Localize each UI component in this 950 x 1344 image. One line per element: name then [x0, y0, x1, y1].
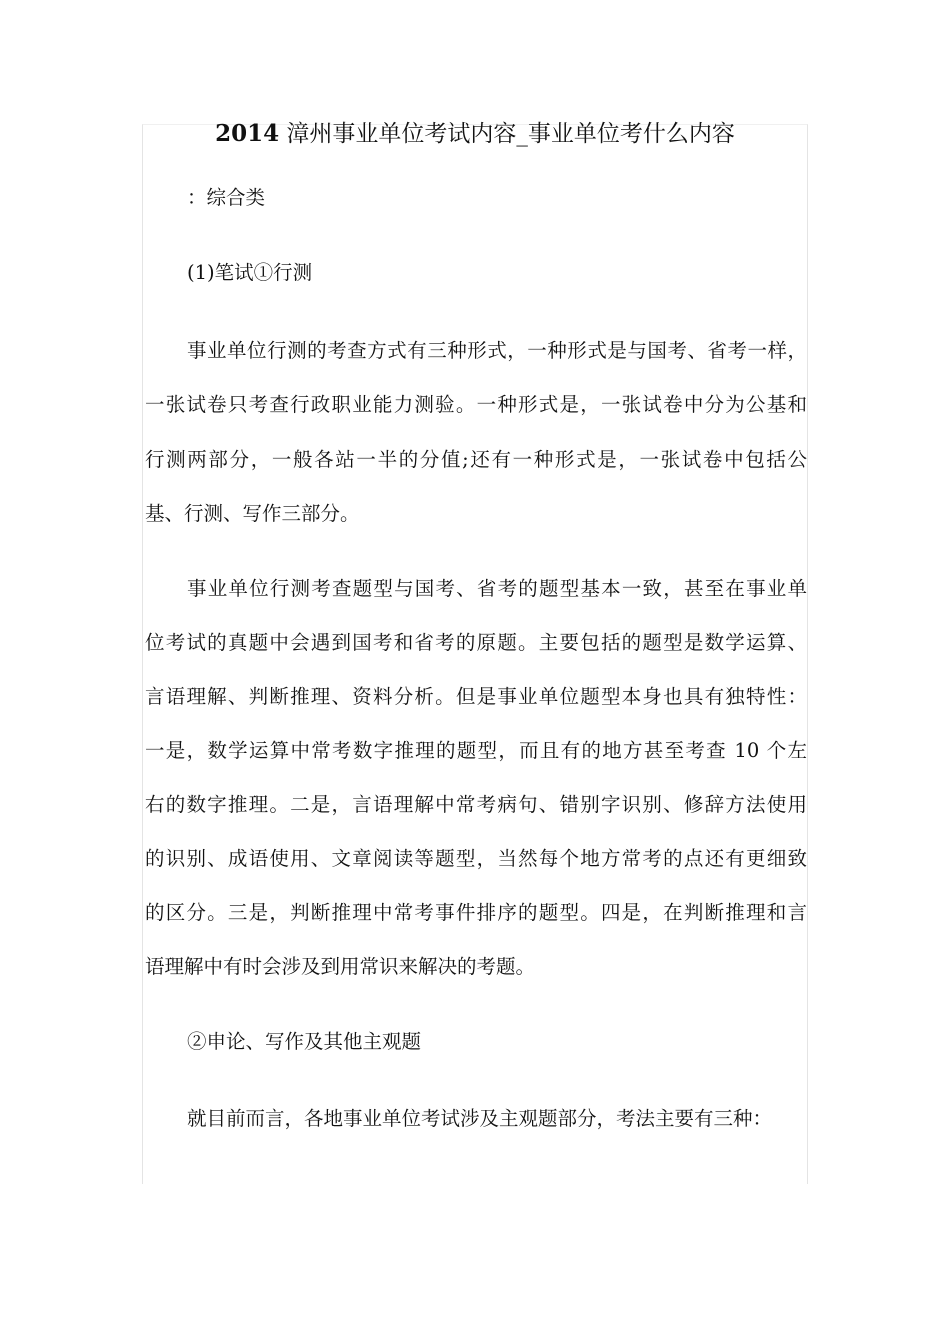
paragraph-line: 的区分。三是，判断推理中常考事件排序的题型。四是，在判断推理和言	[145, 901, 807, 924]
paragraph-line: 事业单位行测的考查方式有三种形式，一种形式是与国考、省考一样，	[187, 339, 807, 362]
title-year: 2014	[215, 120, 280, 147]
section-heading-written-test: (1)笔试①行测	[187, 261, 313, 284]
paragraph-line: 位考试的真题中会遇到国考和省考的原题。主要包括的题型是数学运算、	[145, 631, 807, 654]
paragraph-line: 右的数字推理。二是，言语理解中常考病句、错别字识别、修辞方法使用	[145, 793, 807, 816]
paragraph-line: 言语理解、判断推理、资料分析。但是事业单位题型本身也具有独特性：	[145, 685, 807, 708]
paragraph-line: 的识别、成语使用、文章阅读等题型，当然每个地方常考的点还有更细致	[145, 847, 807, 870]
paragraph-line: 行测两部分，一般各站一半的分值;还有一种形式是，一张试卷中包括公	[145, 448, 807, 471]
paragraph-line: 一是，数学运算中常考数字推理的题型，而且有的地方甚至考查 10 个左	[145, 739, 807, 762]
paragraph-line: 语理解中有时会涉及到用常识来解决的考题。	[145, 955, 536, 978]
section-heading-essay: ②申论、写作及其他主观题	[187, 1030, 422, 1053]
paragraph-line: 基、行测、写作三部分。	[145, 502, 360, 525]
title-text: 漳州事业单位考试内容_事业单位考什么内容	[286, 121, 735, 147]
section-heading-category: ：综合类	[187, 186, 266, 209]
paragraph-line: 就目前而言，各地事业单位考试涉及主观题部分，考法主要有三种：	[187, 1107, 773, 1130]
paragraph-line: 一张试卷只考查行政职业能力测验。一种形式是，一张试卷中分为公基和	[145, 393, 807, 416]
paragraph-line: 事业单位行测考查题型与国考、省考的题型基本一致，甚至在事业单	[187, 577, 807, 600]
document-title	[142, 118, 808, 150]
